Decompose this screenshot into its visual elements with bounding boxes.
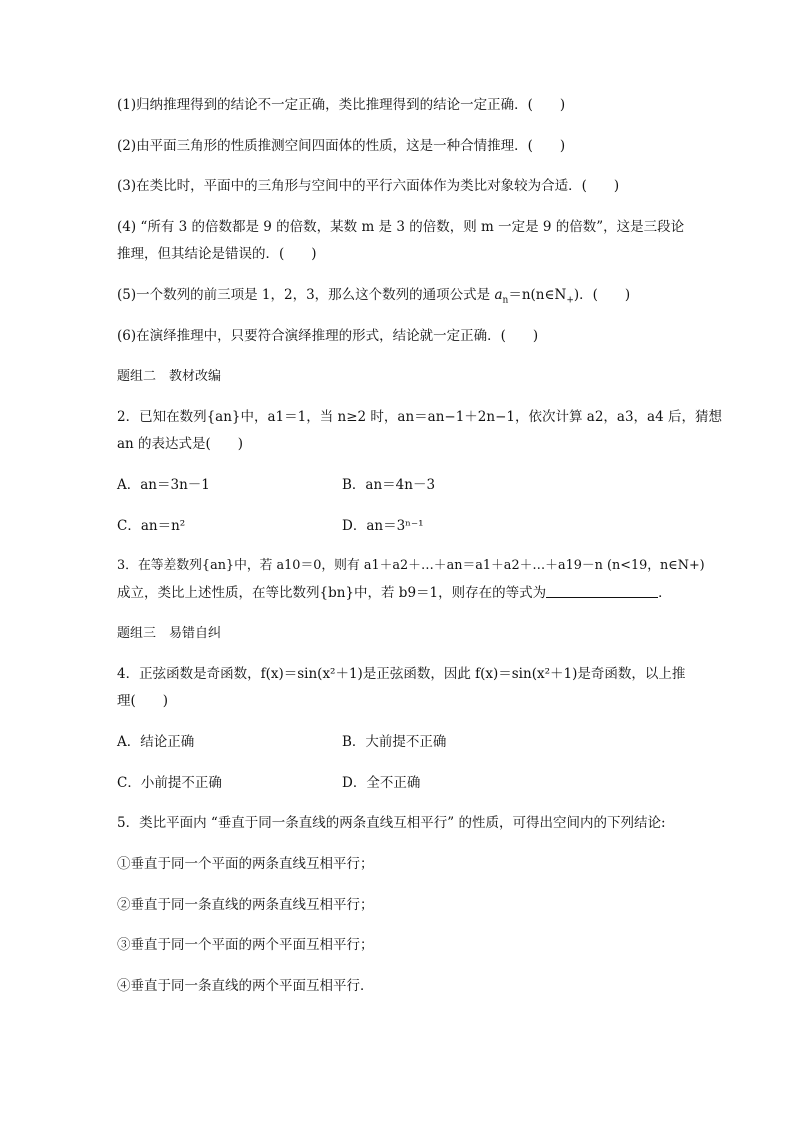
- judgment-5-formula: a: [494, 287, 503, 303]
- answer-blank[interactable]: [546, 585, 658, 598]
- question-2-options-row1: [117, 475, 682, 495]
- judgment-5-suffix: )．( ): [573, 287, 631, 303]
- judgment-5-prefix: (5)一个数列的前三项是 1，2，3，那么这个数列的通项公式是: [117, 287, 495, 303]
- question-2-option-c: C．an＝n²: [117, 518, 186, 534]
- group-3-heading: 题组三 易错自纠: [117, 626, 222, 641]
- question-4-options-row1: [117, 732, 682, 752]
- question-5-item-4: ④垂直于同一条直线的两个平面互相平行．: [117, 978, 374, 994]
- question-5-line1: 5．类比平面内 “垂直于同一条直线的两条直线互相平行” 的性质，可得出空间内的下列结论:: [117, 815, 666, 831]
- question-2-line2: an 的表达式是( ): [117, 436, 244, 452]
- question-4-line2: 理( ): [117, 693, 169, 709]
- question-2-option-a: A．an＝3n－1: [117, 477, 210, 493]
- question-2-option-b: B．an＝4n－3: [342, 477, 436, 493]
- judgment-6: (6)在演绎推理中，只要符合演绎推理的形式，结论就一定正确．( ): [117, 328, 539, 344]
- question-5-item-1: ①垂直于同一个平面的两条直线互相平行；: [117, 856, 374, 872]
- question-4-options-row2: [117, 773, 682, 793]
- judgment-1: (1)归纳推理得到的结论不一定正确，类比推理得到的结论一定正确．( ): [117, 97, 566, 113]
- question-5-item-3: ③垂直于同一个平面的两个平面互相平行；: [117, 937, 374, 953]
- question-3-line2-end: ．: [658, 585, 672, 601]
- question-4-line1: 4．正弦函数是奇函数，f(x)＝sin(x²＋1)是正弦函数，因此 f(x)＝sin(x²＋1)是奇函数，以上推: [117, 666, 686, 682]
- group-2-heading: 题组二 教材改编: [117, 369, 222, 384]
- question-2-line1: 2．已知在数列{an}中，a1＝1，当 n≥2 时，an＝an−1＋2n−1，依次计算 a2，a3，a4 后，猜想: [117, 409, 722, 425]
- judgment-4-line1: (4) “所有 3 的倍数都是 9 的倍数，某数 m 是 3 的倍数，则 m 一定是 9 的倍数”，这是三段论: [117, 219, 685, 235]
- question-3-line1: 3．在等差数列{an}中，若 a10＝0，则有 a1＋a2＋…＋an＝a1＋a2＋…＋a19－n (n<19，n∈N+): [117, 558, 705, 573]
- question-2-option-d: D．an＝3ⁿ⁻¹: [342, 518, 424, 534]
- question-3-line2-text: 成立，类比上述性质，在等比数列{bn}中，若 b9＝1，则存在的等式为: [117, 585, 547, 601]
- question-2-options-row2: [117, 516, 682, 536]
- question-4-option-a: A．结论正确: [117, 734, 195, 750]
- judgment-5-subscript: n: [502, 295, 509, 306]
- judgment-3: (3)在类比时，平面中的三角形与空间中的平行六面体作为类比对象较为合适．( ): [117, 178, 620, 194]
- judgment-2: (2)由平面三角形的性质推测空间四面体的性质，这是一种合情推理．( ): [117, 138, 566, 154]
- judgment-5-rest: ＝n(n∈N: [508, 287, 567, 303]
- judgment-4-line2: 推理，但其结论是错误的．( ): [117, 246, 317, 262]
- judgment-5-plus: +: [566, 295, 574, 306]
- question-3-line2: [117, 583, 682, 603]
- judgment-5: [117, 285, 682, 311]
- question-4-option-b: B．大前提不正确: [342, 734, 447, 750]
- question-4-option-c: C．小前提不正确: [117, 775, 222, 791]
- question-5-item-2: ②垂直于同一条直线的两条直线互相平行；: [117, 897, 374, 913]
- question-4-option-d: D．全不正确: [342, 775, 421, 791]
